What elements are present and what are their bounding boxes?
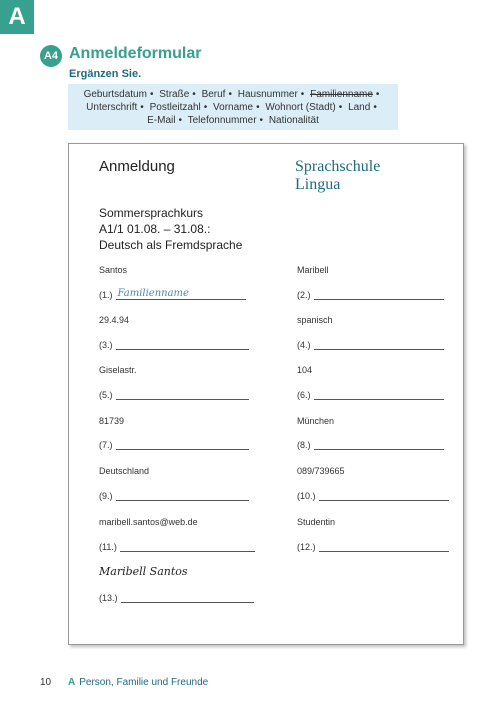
school-name-line1: Sprachschule xyxy=(295,158,381,175)
blank-12 xyxy=(297,539,449,552)
form-title: Anmeldung xyxy=(99,158,175,175)
word-box-item: Geburtsdatum xyxy=(83,89,147,100)
blank-number: (10.) xyxy=(297,491,316,501)
bullet-separator: • xyxy=(256,102,260,113)
word-box-item: Nationalität xyxy=(268,115,319,126)
course-info xyxy=(99,205,242,253)
blank-4 xyxy=(297,337,444,350)
bullet-separator: • xyxy=(178,115,182,126)
blank-number: (12.) xyxy=(297,542,316,552)
blank-number: (13.) xyxy=(99,593,118,603)
blank-1 xyxy=(99,287,246,300)
blank-number: (7.) xyxy=(99,440,113,450)
form-value-firstname: Maribell xyxy=(297,265,329,275)
answer-line[interactable] xyxy=(116,488,249,501)
blank-number: (9.) xyxy=(99,491,113,501)
form-value-postcode: 81739 xyxy=(99,416,125,426)
answer-line[interactable] xyxy=(319,539,449,552)
blank-7 xyxy=(99,437,249,450)
answer-line[interactable] xyxy=(121,590,254,603)
course-line2: A1/1 01.08. – 31.08.: xyxy=(99,222,211,236)
bullet-separator: • xyxy=(259,115,264,126)
word-box-item: Unterschrift xyxy=(86,102,138,113)
bullet-separator: • xyxy=(338,102,343,113)
form-value-street: Giselastr. xyxy=(99,365,137,375)
answer-line[interactable] xyxy=(319,488,449,501)
bullet-separator: • xyxy=(140,102,144,113)
bullet-separator: • xyxy=(300,89,305,100)
blank-number: (3.) xyxy=(99,340,113,350)
answer-line[interactable] xyxy=(314,437,444,450)
blank-number: (11.) xyxy=(99,542,117,552)
form-value-country: Deutschland xyxy=(99,466,150,476)
blank-13 xyxy=(99,590,254,603)
exercise-title: Anmeldeformular xyxy=(69,45,202,62)
exercise-instruction: Ergänzen Sie. xyxy=(69,68,142,80)
course-line3: Deutsch als Fremdsprache xyxy=(99,238,243,252)
blank-8 xyxy=(297,437,444,450)
answer-line[interactable] xyxy=(314,337,444,350)
blank-10 xyxy=(297,488,449,501)
bullet-separator: • xyxy=(375,89,380,100)
bullet-separator: • xyxy=(149,89,154,100)
chapter-letter: A xyxy=(68,677,76,688)
school-name xyxy=(295,158,380,194)
blank-number: (8.) xyxy=(297,440,311,450)
answer-line[interactable] xyxy=(314,387,444,400)
form-value-nationality: spanisch xyxy=(297,315,333,325)
form-value-phone: 089/739665 xyxy=(297,466,345,476)
school-name-line2: Lingua xyxy=(295,176,341,193)
answer-line[interactable] xyxy=(314,287,444,300)
word-box-item: Telefonnummer xyxy=(187,115,257,126)
word-box-item: Land xyxy=(348,102,371,113)
blank-5 xyxy=(99,387,249,400)
word-box-item: Hausnummer xyxy=(237,89,298,100)
blank-number: (5.) xyxy=(99,390,113,400)
bullet-separator: • xyxy=(373,102,377,113)
page-number: 10 xyxy=(40,677,52,688)
answer-line[interactable] xyxy=(116,337,249,350)
word-box-item: Straße xyxy=(159,89,190,100)
word-box xyxy=(68,84,398,130)
chapter-footer xyxy=(68,677,208,688)
blank-6 xyxy=(297,387,444,400)
bullet-separator: • xyxy=(203,102,208,113)
word-box-item: Vorname xyxy=(213,102,254,113)
registration-form xyxy=(68,143,464,645)
answer-line[interactable] xyxy=(116,437,249,450)
answer-line[interactable] xyxy=(120,539,255,552)
blank-11 xyxy=(99,539,255,552)
answer-line[interactable] xyxy=(116,387,249,400)
exercise-number-badge: A4 xyxy=(40,45,62,67)
word-box-item: Beruf xyxy=(201,89,226,100)
word-box-item: Familienname xyxy=(310,89,373,100)
bullet-separator: • xyxy=(228,89,232,100)
signature: Maribell Santos xyxy=(99,565,188,578)
chapter-title: Person, Familie und Freunde xyxy=(79,677,209,688)
form-value-occupation: Studentin xyxy=(297,517,336,527)
form-value-email: maribell.santos@web.de xyxy=(99,517,198,527)
blank-9 xyxy=(99,488,249,501)
form-value-city: München xyxy=(297,416,335,426)
blank-number: (1.) xyxy=(99,290,113,300)
word-box-item: Postleitzahl xyxy=(149,102,201,113)
blank-number: (6.) xyxy=(297,390,311,400)
course-line1: Sommersprachkurs xyxy=(99,206,204,220)
example-answer: Familienname xyxy=(117,288,189,299)
word-box-item: E-Mail xyxy=(147,115,176,126)
bullet-separator: • xyxy=(192,89,196,100)
blank-2 xyxy=(297,287,444,300)
word-box-item: Wohnort (Stadt) xyxy=(265,102,336,113)
blank-number: (4.) xyxy=(297,340,311,350)
blank-number: (2.) xyxy=(297,290,311,300)
section-tab: A xyxy=(0,0,34,34)
form-value-surname: Santos xyxy=(99,265,128,275)
answer-line[interactable] xyxy=(116,287,246,300)
blank-3 xyxy=(99,337,249,350)
form-value-birthdate: 29.4.94 xyxy=(99,315,130,325)
form-value-housenumber: 104 xyxy=(297,365,313,375)
